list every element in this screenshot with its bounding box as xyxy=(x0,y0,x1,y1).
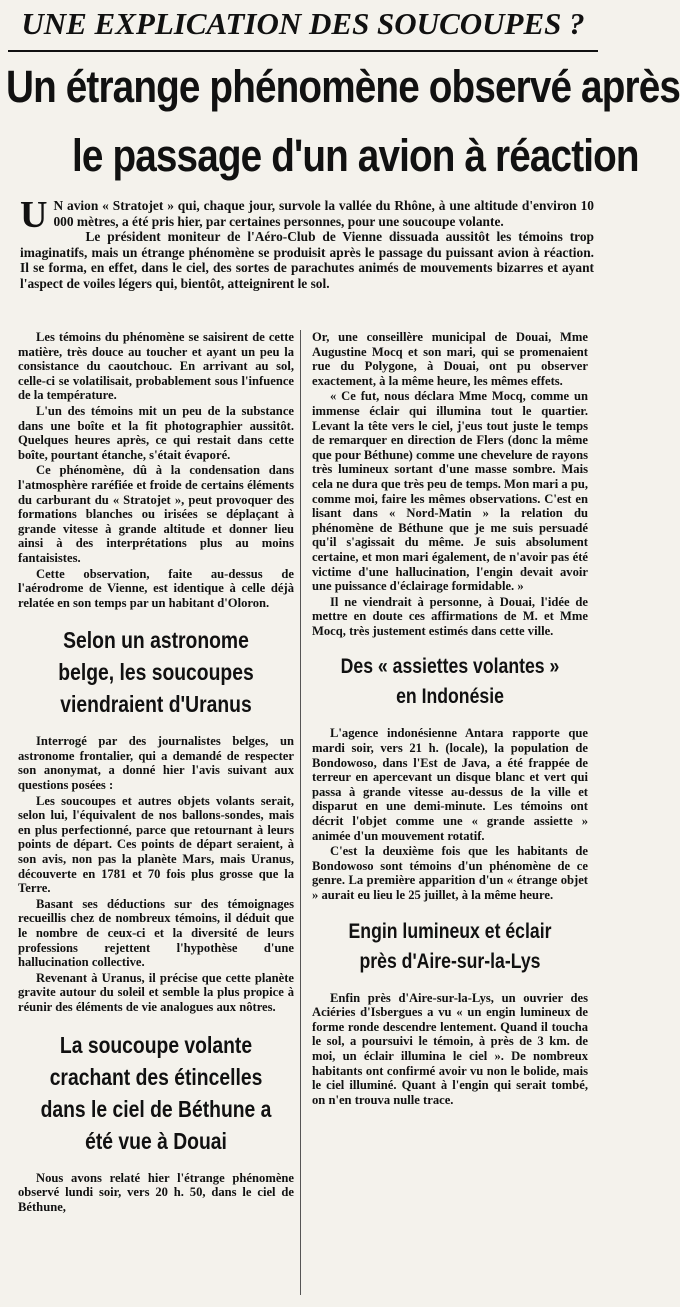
left-paragraph-7: Basant ses déductions sur des témoignages recueillis chez de nombreux témoins, il déduit que le nombre de ceux-ci et la diversité de leurs professions rejettent l'hypothèse d'une hallucination collective. xyxy=(18,896,294,970)
kicker-rule xyxy=(8,50,598,52)
lead-paragraph-1 xyxy=(20,194,594,236)
subheading-bethune-douai: La soucoupe volante crachant des étincelles dans le ciel de Béthune a été vue à Douai xyxy=(40,1031,272,1154)
left-paragraph-8: Revenant à Uranus, il précise que cette planète gravite autour du soleil et semble la plus propice à réunir des éléments de vie analogues aux nôtres. xyxy=(18,970,294,1014)
right-column xyxy=(312,330,588,1108)
right-paragraph-4: L'agence indonésienne Antara rapporte que mardi soir, vers 21 h. (locale), la population de Bondowoso, dans l'Est de Java, a été frappée de terreur en apercevant un disque blanc et vert qui passa à grande vitesse au-dessus de la ville et disparut en une demi-minute. Les témoins ont décrit l'objet comme une « grande assiette » animée d'un mouvement rotatif. xyxy=(312,726,588,843)
lead-paragraph-2: Le président moniteur de l'Aéro-Club de Vienne dissuada aussitôt les témoins trop imaginatifs, mais un étrange phénomène se produisit après le passage du puissant avion à réaction. Il se forma, en effet, dans le ciel, des sortes de parachutes animés de mouvements bizarres et ayant l'aspect de voiles légers qui, bientôt, atteignirent le sol. xyxy=(20,229,594,291)
right-paragraph-2: « Ce fut, nous déclara Mme Mocq, comme un immense éclair qui illumina tout le quartier. Levant la tête vers le ciel, j'eus tout juste le temps de remarquer en direction de Flers (donc la même que pour Béthune) comme une chevelure de rayons très lumineux sortant d'une masse sombre. Mais cela ne dura que très peu de temps. Mon mari a pu, comme moi, faire les mêmes observations. C'est en lisant dans « Nord-Matin » la relation du phénomène de Béthune que je me suis persuadé qu'il s'agissait du même. Je suis absolument certaine, et mon mari également, de n'avoir pas été victime d'une hallucination, l'engin devait avoir une puissance d'éclairage formidable. » xyxy=(312,389,589,594)
subheading-indonesie: Des « assiettes volantes » en Indonésie xyxy=(340,655,560,709)
left-column xyxy=(18,330,294,1215)
left-paragraph-9: Nous avons relaté hier l'étrange phénomène observé lundi soir, vers 20 h. 50, dans le ciel de Béthune, xyxy=(18,1170,294,1214)
kicker-title: UNE EXPLICATION DES SOUCOUPES ? xyxy=(21,6,585,41)
right-paragraph-1: Or, une conseillère municipal de Douai, Mme Augustine Mocq et son mari, qui se promenaient rue du Polygone, à Douai, ont pu observer exactement, à la même heure, les mêmes effets. xyxy=(312,330,588,388)
left-paragraph-4: Cette observation, faite au-dessus de l'aérodrome de Vienne, est identique à celle déjà relatée en son temps par un habitant d'Oloron. xyxy=(18,566,294,610)
drop-cap: U xyxy=(20,194,48,236)
right-paragraph-3: Il ne viendrait à personne, à Douai, l'idée de mettre en doute ces affirmations de M. et Mme Mocq, très justement estimés dans cette ville. xyxy=(312,594,588,638)
left-paragraph-3: Ce phénomène, dû à la condensation dans l'atmosphère raréfiée et froide de certains éléments du carburant du « Stratojet », peut provoquer des formations blanches ou irisées se déplaçant à grande vitesse à grande altitude et donner lieu ainsi à des interprétations plus au moins fantaisistes. xyxy=(18,463,294,565)
column-divider xyxy=(300,330,301,1295)
subheading-aire-sur-la-lys: Engin lumineux et éclair près d'Aire-sur-la-Lys xyxy=(348,919,552,973)
right-paragraph-5: C'est la deuxième fois que les habitants de Bondowoso sont témoins d'un phénomène de ce genre. La première apparition d'un « étrange objet » aurait eu lieu le 25 juillet, à la même heure. xyxy=(312,844,588,902)
subheading-uranus: Selon un astronome belge, les soucoupes viendraient d'Uranus xyxy=(58,627,254,718)
lead-text-1: N avion « Stratojet » qui, chaque jour, survole la vallée du Rhône, à une altitude d'environ 10 000 mètres, a été pris hier, par certaines personnes, pour une soucoupe volante. xyxy=(53,198,594,229)
left-paragraph-5: Interrogé par des journalistes belges, un astronome frontalier, qui a demandé de respecter son anonymat, a donné hier l'avis suivant aux questions posées : xyxy=(18,734,294,793)
headline-line-1: Un étrange phénomène observé après xyxy=(6,61,680,112)
headline-line-2: le passage d'un avion à réaction xyxy=(72,130,639,181)
left-paragraph-1: Les témoins du phénomène se saisirent de cette matière, très douce au toucher et ayant un peu la consistance du caoutchouc. En arrivant au sol, celle-ci se volatilisait, probablement sous l'infuence de la température. xyxy=(18,330,294,403)
right-paragraph-6: Enfin près d'Aire-sur-la-Lys, un ouvrier des Aciéries d'Isbergues a vu « un engin lumineux de forme ronde descendre lentement. Quand il toucha le sol, a poursuivi le témoin, à près de 3 km. de moi, un éclair illumina le ciel ». De nombreux habitants ont confirmé avoir vu non le bolide, mais le ciel illuminé. Quant à l'engin qui serait tombé, on n'en trouva nulle trace. xyxy=(312,990,588,1107)
left-paragraph-2: L'un des témoins mit un peu de la substance dans une boîte et la fit photographier aussitôt. Quelques heures après, ce qui restait dans cette boîte, pourtant étanche, s'était évaporé. xyxy=(18,403,294,462)
left-paragraph-6: Les soucoupes et autres objets volants serait, selon lui, l'équivalent de nos ballons-sondes, mais en plus perfectionné, parce que retournant à leurs points de départ. Ces points de départ seraient, à son avis, non pas la planète Mars, mais Uranus, découverte en 1781 et 70 fois plus grosse que la Terre. xyxy=(18,793,294,896)
lead-paragraphs xyxy=(20,194,594,292)
